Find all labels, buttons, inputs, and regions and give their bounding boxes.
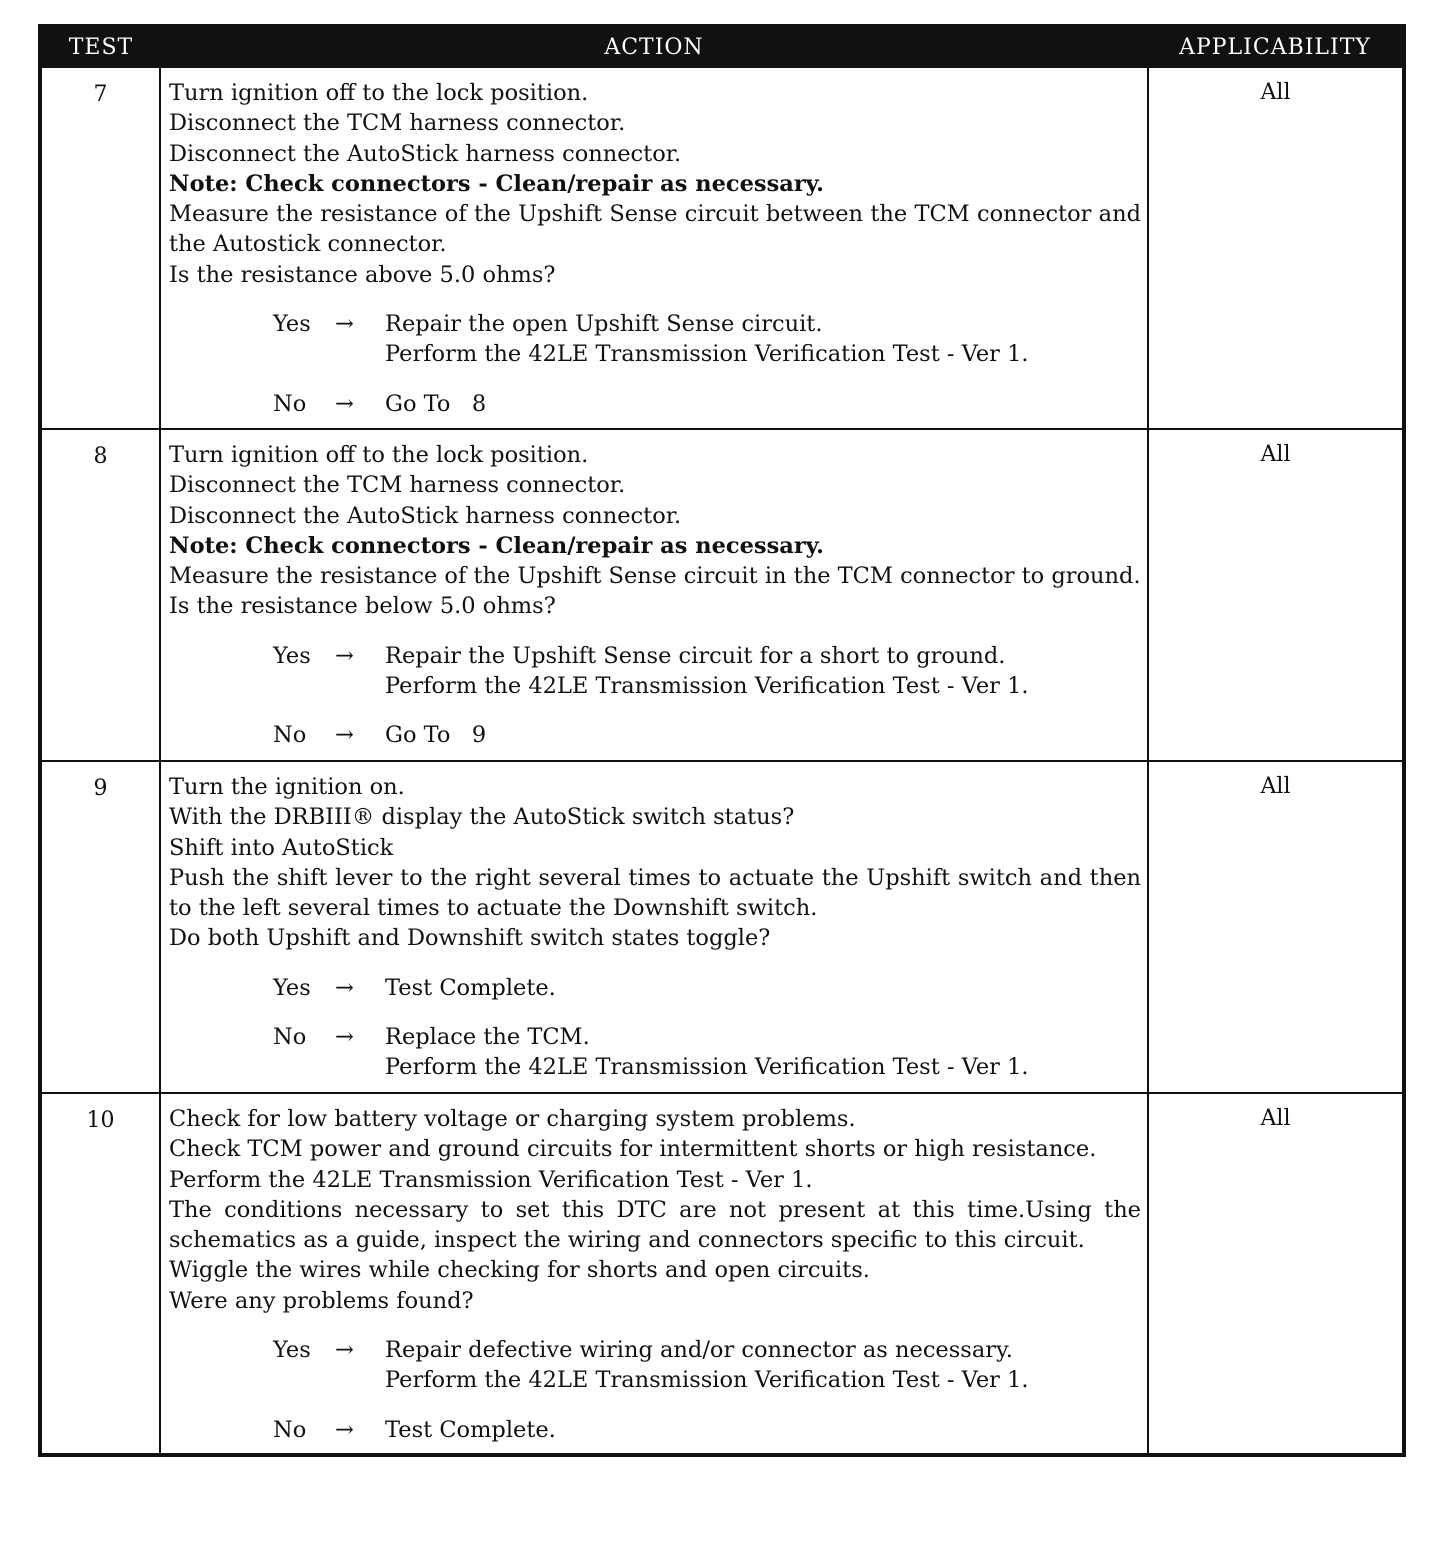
test-number: 9	[40, 761, 160, 1093]
result-line: Test Complete.	[385, 974, 556, 1001]
arrow-icon: →	[335, 974, 354, 1001]
applicability-value: All	[1148, 429, 1404, 761]
yes-label: Yes	[273, 1337, 311, 1364]
test-row-7	[40, 67, 1404, 429]
yes-result	[385, 641, 1141, 702]
action-cell	[160, 67, 1148, 429]
yes-branch	[273, 973, 1141, 1003]
no-result	[385, 1022, 1141, 1083]
yes-branch	[273, 309, 1141, 370]
action-cell	[160, 761, 1148, 1093]
header-applicability: APPLICABILITY	[1148, 26, 1404, 67]
action-cell	[160, 1093, 1148, 1455]
action-line: Perform the 42LE Transmission Verification Test - Ver 1.	[169, 1166, 813, 1193]
result-line: Perform the 42LE Transmission Verification Test - Ver 1.	[385, 341, 1029, 368]
action-line: Measure the resistance of the Upshift Sense circuit between the TCM connector and the Autostick connector.	[169, 201, 1141, 258]
result-line: Repair the Upshift Sense circuit for a short to ground.	[385, 642, 1006, 669]
action-line: Shift into AutoStick	[169, 834, 394, 861]
no-branch	[273, 1415, 1141, 1445]
note-line: Note: Check connectors - Clean/repair as necessary.	[169, 170, 824, 197]
action-line: The conditions necessary to set this DTC are not present at this time.Using the schematics as a guide, inspect the wiring and connectors specific to this circuit.	[169, 1196, 1141, 1254]
yes-result	[385, 973, 1141, 1003]
action-line: Disconnect the AutoStick harness connector.	[169, 140, 682, 167]
action-cell	[160, 429, 1148, 761]
result-line: Perform the 42LE Transmission Verification Test - Ver 1.	[385, 673, 1029, 700]
result-line: Replace the TCM.	[385, 1024, 590, 1051]
action-line: With the DRBIII® display the AutoStick switch status?	[169, 804, 795, 831]
diagnostic-test-table	[38, 24, 1406, 1457]
no-label: No	[273, 390, 307, 417]
result-line: Go To 8	[385, 390, 487, 417]
applicability-value: All	[1148, 67, 1404, 429]
action-line: Disconnect the TCM harness connector.	[169, 472, 626, 499]
result-line: Perform the 42LE Transmission Verification Test - Ver 1.	[385, 1367, 1029, 1394]
applicability-value: All	[1148, 1093, 1404, 1455]
arrow-icon: →	[335, 311, 354, 338]
action-line: Measure the resistance of the Upshift Sense circuit in the TCM connector to ground.	[169, 563, 1141, 590]
no-label: No	[273, 1024, 307, 1051]
action-line: Check TCM power and ground circuits for intermittent shorts or high resistance.	[169, 1136, 1097, 1163]
question-line: Were any problems found?	[169, 1287, 474, 1314]
yes-label: Yes	[273, 642, 311, 669]
action-line: Wiggle the wires while checking for shorts and open circuits.	[169, 1257, 870, 1284]
result-line: Repair defective wiring and/or connector as necessary.	[385, 1337, 1013, 1364]
yes-branch	[273, 641, 1141, 702]
arrow-icon: →	[335, 642, 354, 669]
arrow-icon: →	[335, 1024, 354, 1051]
applicability-value: All	[1148, 761, 1404, 1093]
note-line: Note: Check connectors - Clean/repair as necessary.	[169, 532, 824, 559]
yes-branch	[273, 1335, 1141, 1396]
test-row-10	[40, 1093, 1404, 1455]
page	[38, 24, 1402, 1457]
action-line: Check for low battery voltage or charging system problems.	[169, 1106, 856, 1132]
action-line: Disconnect the TCM harness connector.	[169, 110, 626, 137]
result-line: Test Complete.	[385, 1416, 556, 1443]
yes-result	[385, 1335, 1141, 1396]
yes-result	[385, 309, 1141, 370]
action-line: Turn the ignition on.	[169, 774, 405, 800]
no-label: No	[273, 1416, 307, 1443]
test-number: 8	[40, 429, 160, 761]
arrow-icon: →	[335, 1416, 354, 1443]
question-line: Is the resistance above 5.0 ohms?	[169, 261, 556, 288]
no-result	[385, 1415, 1141, 1445]
arrow-icon: →	[335, 1337, 354, 1364]
header-test: TEST	[40, 26, 160, 67]
test-row-8	[40, 429, 1404, 761]
result-line: Go To 9	[385, 722, 487, 749]
action-line: Push the shift lever to the right several times to actuate the Upshift switch and then to the left several times to actuate the Downshift switch.	[169, 864, 1141, 922]
header-action: ACTION	[160, 26, 1148, 67]
yes-label: Yes	[273, 974, 311, 1001]
question-line: Do both Upshift and Downshift switch states toggle?	[169, 925, 771, 952]
test-number: 10	[40, 1093, 160, 1455]
no-result	[385, 389, 1141, 419]
result-line: Perform the 42LE Transmission Verification Test - Ver 1.	[385, 1054, 1029, 1081]
test-row-9	[40, 761, 1404, 1093]
action-line: Turn ignition off to the lock position.	[169, 80, 589, 106]
no-branch	[273, 1022, 1141, 1083]
no-result	[385, 720, 1141, 750]
no-branch	[273, 720, 1141, 750]
yes-label: Yes	[273, 311, 311, 338]
no-branch	[273, 389, 1141, 419]
no-label: No	[273, 722, 307, 749]
test-number: 7	[40, 67, 160, 429]
arrow-icon: →	[335, 390, 354, 417]
action-line: Disconnect the AutoStick harness connector.	[169, 502, 682, 529]
question-line: Is the resistance below 5.0 ohms?	[169, 593, 556, 620]
table-header	[40, 26, 1404, 67]
arrow-icon: →	[335, 722, 354, 749]
action-line: Turn ignition off to the lock position.	[169, 442, 589, 468]
result-line: Repair the open Upshift Sense circuit.	[385, 311, 823, 338]
